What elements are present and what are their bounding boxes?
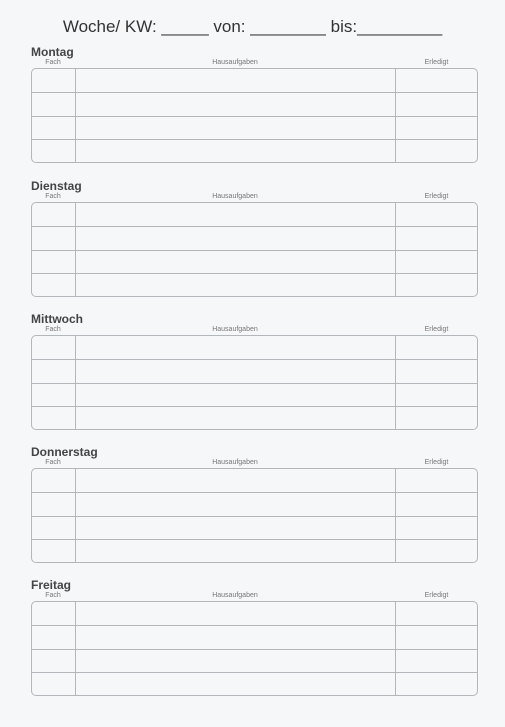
column-header-erledigt: Erledigt (424, 326, 449, 333)
homework-table[interactable] (31, 335, 478, 430)
column-header-fach: Fach (45, 592, 61, 599)
day-title: Mittwoch (31, 312, 83, 326)
homework-table[interactable] (31, 601, 478, 696)
row-divider (32, 672, 477, 673)
row-divider (32, 516, 477, 517)
page-header: Woche/ KW: _____ von: ________ bis:_________ (62, 17, 443, 36)
column-header-erledigt: Erledigt (424, 459, 449, 466)
column-header-hausaufgaben: Hausaufgaben (212, 59, 258, 66)
row-divider (32, 406, 477, 407)
row-divider (32, 250, 477, 251)
day-section-mittwoch (31, 312, 478, 430)
row-divider (32, 226, 477, 227)
day-section-donnerstag (31, 445, 478, 563)
day-title: Donnerstag (31, 445, 98, 459)
row-divider (32, 492, 477, 493)
row-divider (32, 273, 477, 274)
column-headers (31, 459, 478, 467)
day-section-freitag (31, 578, 478, 696)
row-divider (32, 139, 477, 140)
day-section-dienstag (31, 179, 478, 297)
row-divider (32, 359, 477, 360)
row-divider (32, 383, 477, 384)
column-headers (31, 59, 478, 67)
column-headers (31, 592, 478, 600)
column-header-fach: Fach (45, 459, 61, 466)
column-header-hausaufgaben: Hausaufgaben (212, 592, 258, 599)
column-header-erledigt: Erledigt (424, 59, 449, 66)
column-header-hausaufgaben: Hausaufgaben (212, 459, 258, 466)
column-header-fach: Fach (45, 326, 61, 333)
row-divider (32, 116, 477, 117)
row-divider (32, 625, 477, 626)
row-divider (32, 539, 477, 540)
column-header-fach: Fach (45, 59, 61, 66)
day-title: Dienstag (31, 179, 82, 193)
column-headers (31, 326, 478, 334)
day-title: Freitag (31, 578, 72, 592)
day-title: Montag (31, 45, 74, 59)
homework-table[interactable] (31, 468, 478, 563)
homework-table[interactable] (31, 68, 478, 163)
homework-table[interactable] (31, 202, 478, 297)
row-divider (32, 92, 477, 93)
column-header-erledigt: Erledigt (424, 193, 449, 200)
column-header-hausaufgaben: Hausaufgaben (212, 193, 258, 200)
column-headers (31, 193, 478, 201)
column-header-fach: Fach (45, 193, 61, 200)
column-header-hausaufgaben: Hausaufgaben (212, 326, 258, 333)
column-header-erledigt: Erledigt (424, 592, 449, 599)
row-divider (32, 649, 477, 650)
day-section-montag (31, 45, 478, 163)
